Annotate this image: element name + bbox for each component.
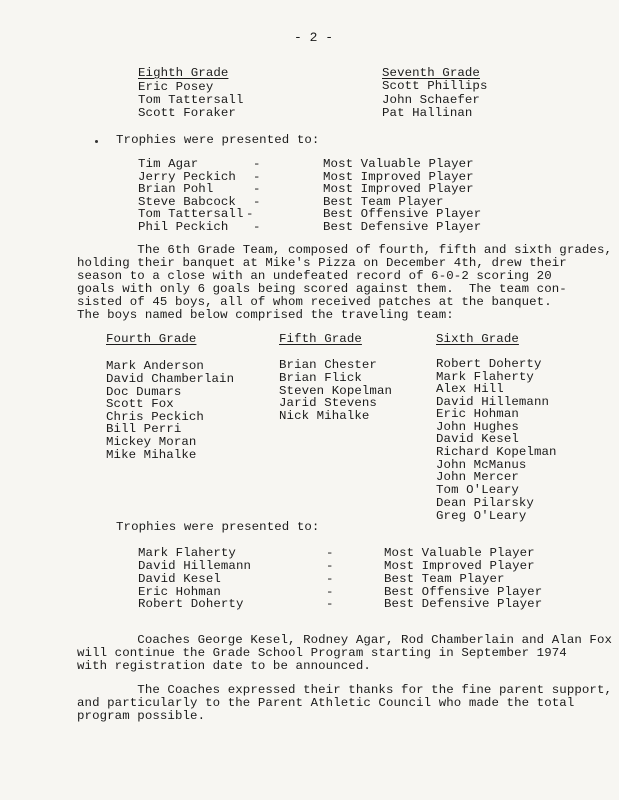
trophy-award: Most Valuable Player — [384, 546, 535, 560]
trophy-name: Tim Agar — [138, 157, 199, 171]
stray-mark — [95, 140, 98, 143]
trophy-award: Best Defensive Player — [323, 220, 482, 234]
sixth-grade-name: Greg O'Leary — [436, 509, 527, 523]
trophy-award: Best Team Player — [323, 195, 444, 209]
trophy-dash: - — [326, 559, 334, 573]
sixth-grade-name: John Hughes — [436, 420, 519, 434]
trophy-dash: - — [326, 546, 334, 560]
fourth-grade-name: David Chamberlain — [106, 372, 235, 386]
eighth-grade-heading: Eighth Grade — [138, 66, 229, 80]
trophy-award: Most Improved Player — [323, 182, 474, 196]
sixth-grade-heading: Sixth Grade — [436, 332, 519, 346]
fourth-grade-name: Chris Peckich — [106, 410, 204, 424]
sixth-grade-name: Mark Flaherty — [436, 370, 534, 384]
trophy-name: David Kesel — [138, 572, 221, 586]
fourth-grade-name: Bill Perri — [106, 422, 182, 436]
sixth-grade-name: Eric Hohman — [436, 407, 519, 421]
fourth-grade-name: Mickey Moran — [106, 435, 197, 449]
trophy-award: Best Offensive Player — [384, 585, 543, 599]
fifth-grade-name: Jarid Stevens — [279, 396, 377, 410]
trophy-award: Best Team Player — [384, 572, 505, 586]
fourth-grade-name: Doc Dumars — [106, 385, 182, 399]
trophy-name: Jerry Peckich — [138, 170, 236, 184]
eighth-grade-name: Eric Posey — [138, 80, 214, 94]
trophy-name: Phil Peckich — [138, 220, 229, 234]
trophy-dash: - — [253, 220, 261, 234]
paragraph-line: holding their banquet at Mike's Pizza on December 4th, drew their — [77, 256, 567, 270]
page-number: - 2 - — [294, 30, 334, 45]
trophy-dash: - — [253, 195, 261, 209]
fourth-grade-name: Mike Mihalke — [106, 448, 197, 462]
trophy-award: Best Offensive Player — [323, 207, 482, 221]
sixth-grade-name: Tom O'Leary — [436, 483, 519, 497]
sixth-grade-name: David Kesel — [436, 432, 519, 446]
trophy-dash: - — [253, 182, 261, 196]
trophy-name: Tom Tattersall — [138, 207, 244, 221]
sixth-grade-name: David Hillemann — [436, 395, 550, 409]
trophy-dash: - — [326, 597, 334, 611]
fifth-grade-name: Nick Mihalke — [279, 409, 370, 423]
sixth-grade-name: Robert Doherty — [436, 357, 542, 371]
trophies-intro: Trophies were presented to: — [116, 520, 320, 534]
paragraph-line: The Coaches expressed their thanks for the fine parent support, — [77, 683, 613, 697]
trophy-name: David Hillemann — [138, 559, 252, 573]
trophy-dash: - — [253, 157, 261, 171]
fifth-grade-name: Steven Kopelman — [279, 384, 393, 398]
paragraph-line: The boys named below comprised the traveling team: — [77, 308, 454, 322]
seventh-grade-heading: Seventh Grade — [382, 66, 480, 80]
fifth-grade-name: Brian Chester — [279, 358, 377, 372]
eighth-grade-name: Tom Tattersall — [138, 93, 244, 107]
paragraph-line: goals with only 6 goals being scored against them. The team con- — [77, 282, 567, 296]
trophy-name: Robert Doherty — [138, 597, 244, 611]
sixth-grade-name: Dean Pilarsky — [436, 496, 534, 510]
seventh-grade-name: John Schaefer — [382, 93, 480, 107]
paragraph-line: sisted of 45 boys, all of whom received patches at the banquet. — [77, 295, 552, 309]
trophy-dash: - — [246, 207, 254, 221]
trophy-name: Eric Hohman — [138, 585, 221, 599]
trophy-award: Best Defensive Player — [384, 597, 543, 611]
trophy-award: Most Improved Player — [323, 170, 474, 184]
trophy-dash: - — [326, 572, 334, 586]
eighth-grade-name: Scott Foraker — [138, 106, 236, 120]
paragraph-line: program possible. — [77, 709, 206, 723]
trophy-name: Steve Babcock — [138, 195, 236, 209]
paragraph-line: The 6th Grade Team, composed of fourth, fifth and sixth grades, — [77, 243, 613, 257]
trophy-name: Brian Pohl — [138, 182, 214, 196]
seventh-grade-name: Pat Hallinan — [382, 106, 473, 120]
sixth-grade-name: John Mercer — [436, 470, 519, 484]
trophy-dash: - — [326, 585, 334, 599]
trophy-name: Mark Flaherty — [138, 546, 236, 560]
trophies-intro: Trophies were presented to: — [116, 133, 320, 147]
paragraph-line: season to a close with an undefeated record of 6-0-2 scoring 20 — [77, 269, 552, 283]
fourth-grade-name: Scott Fox — [106, 397, 174, 411]
paragraph-line: Coaches George Kesel, Rodney Agar, Rod Chamberlain and Alan Fox — [77, 633, 613, 647]
paragraph-line: and particularly to the Parent Athletic Council who made the total — [77, 696, 575, 710]
sixth-grade-name: Richard Kopelman — [436, 445, 557, 459]
trophy-award: Most Improved Player — [384, 559, 535, 573]
fifth-grade-heading: Fifth Grade — [279, 332, 362, 346]
sixth-grade-name: Alex Hill — [436, 382, 504, 396]
paragraph-line: will continue the Grade School Program starting in September 1974 — [77, 646, 567, 660]
fourth-grade-heading: Fourth Grade — [106, 332, 197, 346]
trophy-dash: - — [253, 170, 261, 184]
fifth-grade-name: Brian Flick — [279, 371, 362, 385]
seventh-grade-name: Scott Phillips — [382, 79, 488, 93]
fourth-grade-name: Mark Anderson — [106, 359, 204, 373]
sixth-grade-name: John McManus — [436, 458, 527, 472]
paragraph-line: with registration date to be announced. — [77, 659, 371, 673]
trophy-award: Most Valuable Player — [323, 157, 474, 171]
